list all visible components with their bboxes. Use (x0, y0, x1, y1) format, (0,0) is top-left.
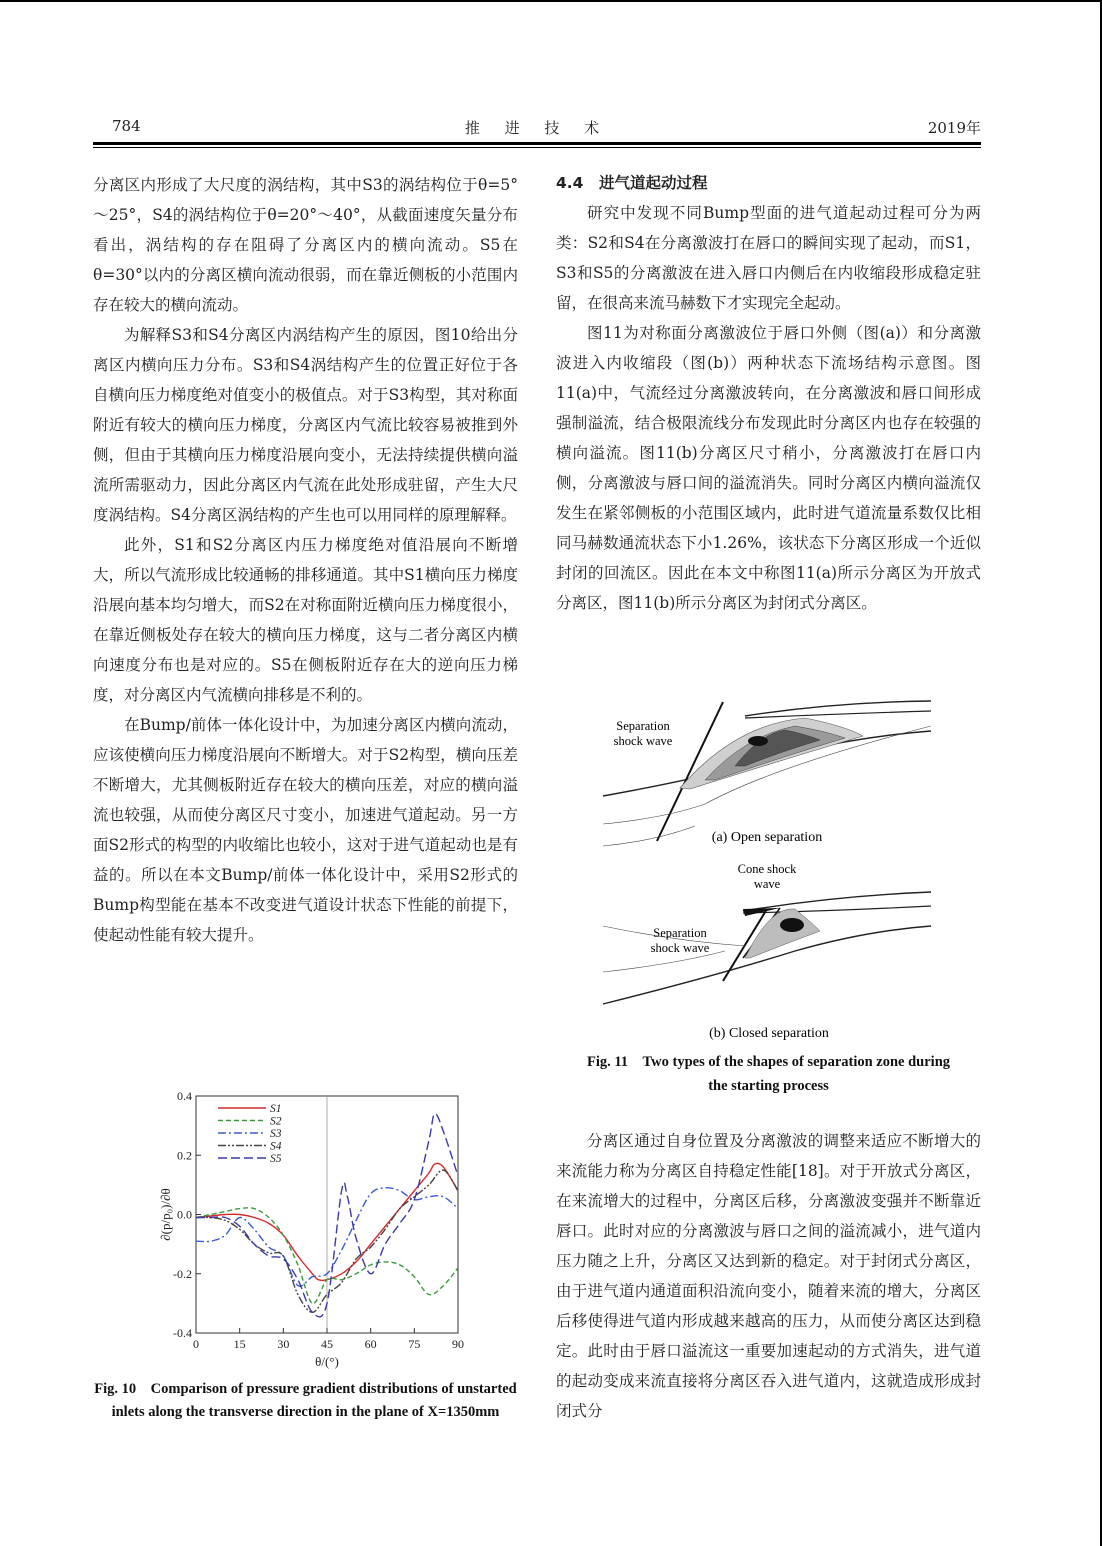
fig11b-panel (603, 862, 931, 1041)
fig11a-panel (603, 701, 931, 846)
paragraph: 在Bump/前体一体化设计中，为加速分离区内横向流动，应该使横向压力梯度沿展向不断增大。对于S2构型，横向压差不断增大，尤其侧板附近存在较大的横向压差，对应的横向溢流也较强，从而使分离区尺寸变小，加速进气道起动。另一方面S2形式的构型的内收缩比也较小，这对于进气道起动也是有益的。所以在本文Bump/前体一体化设计中，采用S2形式的Bump构型能在基本不改变进气道设计状态下性能的前提下，使起动性能有较大提升。 (93, 716, 518, 944)
y-tick-label: -0.4 (173, 1326, 192, 1340)
page-border-top (0, 0, 1102, 2)
vortex-core (748, 736, 768, 746)
y-tick-label: -0.2 (173, 1266, 192, 1281)
y-axis-label: ∂(p/p₀)/∂θ (158, 1188, 173, 1241)
page-header (93, 117, 981, 141)
separation-bubble (745, 909, 820, 958)
x-tick-label: 0 (193, 1337, 199, 1351)
fig11-diagram (595, 696, 935, 1046)
fig11-caption-line1: Fig. 11 Two types of the shapes of separation zone during (586, 1054, 951, 1070)
x-tick-label: 30 (277, 1337, 290, 1351)
fig11b-label-cone-2: wave (753, 877, 781, 891)
fig10-caption: Fig. 10 Comparison of pressure gradient distributions of unstarted inlets along the transverse direction in the plane of X=1350mm (94, 1381, 517, 1420)
cowl-lip-upper (743, 892, 931, 911)
legend-label-s4: S4 (270, 1140, 282, 1153)
publication-year: 2019年 (927, 119, 981, 137)
y-tick-label: 0.0 (177, 1207, 192, 1222)
header-rule-thin (93, 147, 981, 148)
y-tick-label: 0.2 (177, 1148, 192, 1163)
x-tick-label: 60 (364, 1337, 377, 1351)
y-tick-label: 0.4 (177, 1089, 192, 1103)
right-column-bottom (556, 1126, 981, 1426)
section-title: 4.4 进气道起动过程 (556, 174, 708, 192)
fig11b-label-separation-2: shock wave (650, 941, 710, 955)
legend-label-s2: S2 (270, 1115, 282, 1128)
fig11a-label-separation-2: shock wave (613, 734, 673, 748)
streamline (603, 826, 695, 846)
paragraph: 分离区通过自身位置及分离激波的调整来适应不断增大的来流能力称为分离区自持稳定性能[18]。对于开放式分离区，在来流增大的过程中，分离区后移，分离激波变强并不断靠近唇口。此时对应的分离激波与唇口之间的溢流减小，进气道内压力随之上升，分离区又达到新的稳定。对于封闭式分离区，由于进气道内通道面积沿流向变小，随着来流的增大，分离区后移使得进气道内形成越来越高的压力，从而使分离区达到稳定。此时由于唇口溢流这一重要加速起动的方式消失，进气道的起动变成来流直接将分离区吞入进气道内，这就造成形成封闭式分 (556, 1132, 981, 1420)
legend-label-s3: S3 (270, 1128, 282, 1140)
fig11-caption (556, 1050, 981, 1098)
paragraph: 分离区内形成了大尺度的涡结构，其中S3的涡结构位于θ=5°～25°，S4的涡结构位于θ=20°～40°，从截面速度矢量分布看出，涡结构的存在阻碍了分离区内的横向流动。S5在θ=30°以内的分离区横向流动很弱，而在靠近侧板的小范围内存在较大的横向流动。 (93, 176, 518, 314)
header-rule (93, 142, 981, 145)
paragraph: 图11为对称面分离激波位于唇口外侧（图(a)）和分离激波进入内收缩段（图(b)）两种状态下流场结构示意图。图11(a)中，气流经过分离激波转向，在分离激波和唇口间形成强制溢流，结合极限流线分布发现此时分离区内也存在较强的横向溢流。图11(b)分离区尺寸稍小，分离激波打在唇口内侧，分离激波与唇口间的溢流消失。同时分离区内横向溢流仅发生在紧邻侧板的小范围区域内，此时进气道流量系数仅比相同马赫数通流状态下小1.26%，该状态下分离区形成一个近似封闭的回流区。因此在本文中称图11(a)所示分离区为开放式分离区，图11(b)所示分离区为封闭式分离区。 (556, 324, 981, 612)
paragraph: 研究中发现不同Bump型面的进气道起动过程可分为两类：S2和S4在分离激波打在唇口的瞬间实现了起动，而S1，S3和S5的分离激波在进入唇口内侧后在内收缩段形成稳定驻留，在很高来流马赫数下才实现完全起动。 (556, 204, 981, 312)
fig11-caption-line2: the starting process (708, 1078, 829, 1094)
x-tick-label: 15 (233, 1337, 246, 1351)
journal-title: 推 进 技 术 (464, 119, 610, 137)
x-tick-label: 90 (452, 1337, 464, 1351)
fig11b-label-cone-1: Cone shock (737, 862, 797, 876)
paragraph: 为解释S3和S4分离区内涡结构产生的原因，图10给出分离区内横向压力分布。S3和S4涡结构产生的位置正好位于各自横向压力梯度绝对值变小的极值点。对于S3构型，其对称面附近有较大的横向压力梯度，分离区内气流比较容易被推到外侧，但由于其横向压力梯度沿展向变小，无法持续提供横向溢流所需驱动力，因此分离区内气流在此处形成驻留，产生大尺度涡结构。S4分离区涡结构的产生也可以用同样的原理解释。 (93, 326, 518, 524)
x-tick-label: 45 (321, 1337, 333, 1351)
fig10-chart (160, 1088, 470, 1373)
fig11a-label-separation-1: Separation (616, 719, 670, 733)
x-tick-label: 75 (408, 1337, 421, 1351)
page-number: 784 (112, 117, 141, 135)
fig11b-subcaption: (b) Closed separation (709, 1026, 829, 1041)
vortex-core (780, 918, 804, 932)
fig11b-label-separation-1: Separation (653, 926, 707, 940)
fig11a-subcaption: (a) Open separation (711, 830, 823, 845)
x-axis-label: θ/(°) (315, 1354, 339, 1369)
paragraph: 此外，S1和S2分离区内压力梯度绝对值沿展向不断增大，所以气流形成比较通畅的排移通道。其中S1横向压力梯度沿展向基本均匀增大，而S2在对称面附近横向压力梯度很小，在靠近侧板处存在较大的横向压力梯度，这与二者分离区内横向速度分布也是对应的。S5在侧板附近存在大的逆向压力梯度，对分离区内气流横向排移是不利的。 (93, 536, 518, 704)
left-column (93, 170, 518, 950)
legend-label-s5: S5 (270, 1153, 282, 1165)
legend-label-s1: S1 (270, 1103, 282, 1115)
right-column (556, 170, 981, 618)
